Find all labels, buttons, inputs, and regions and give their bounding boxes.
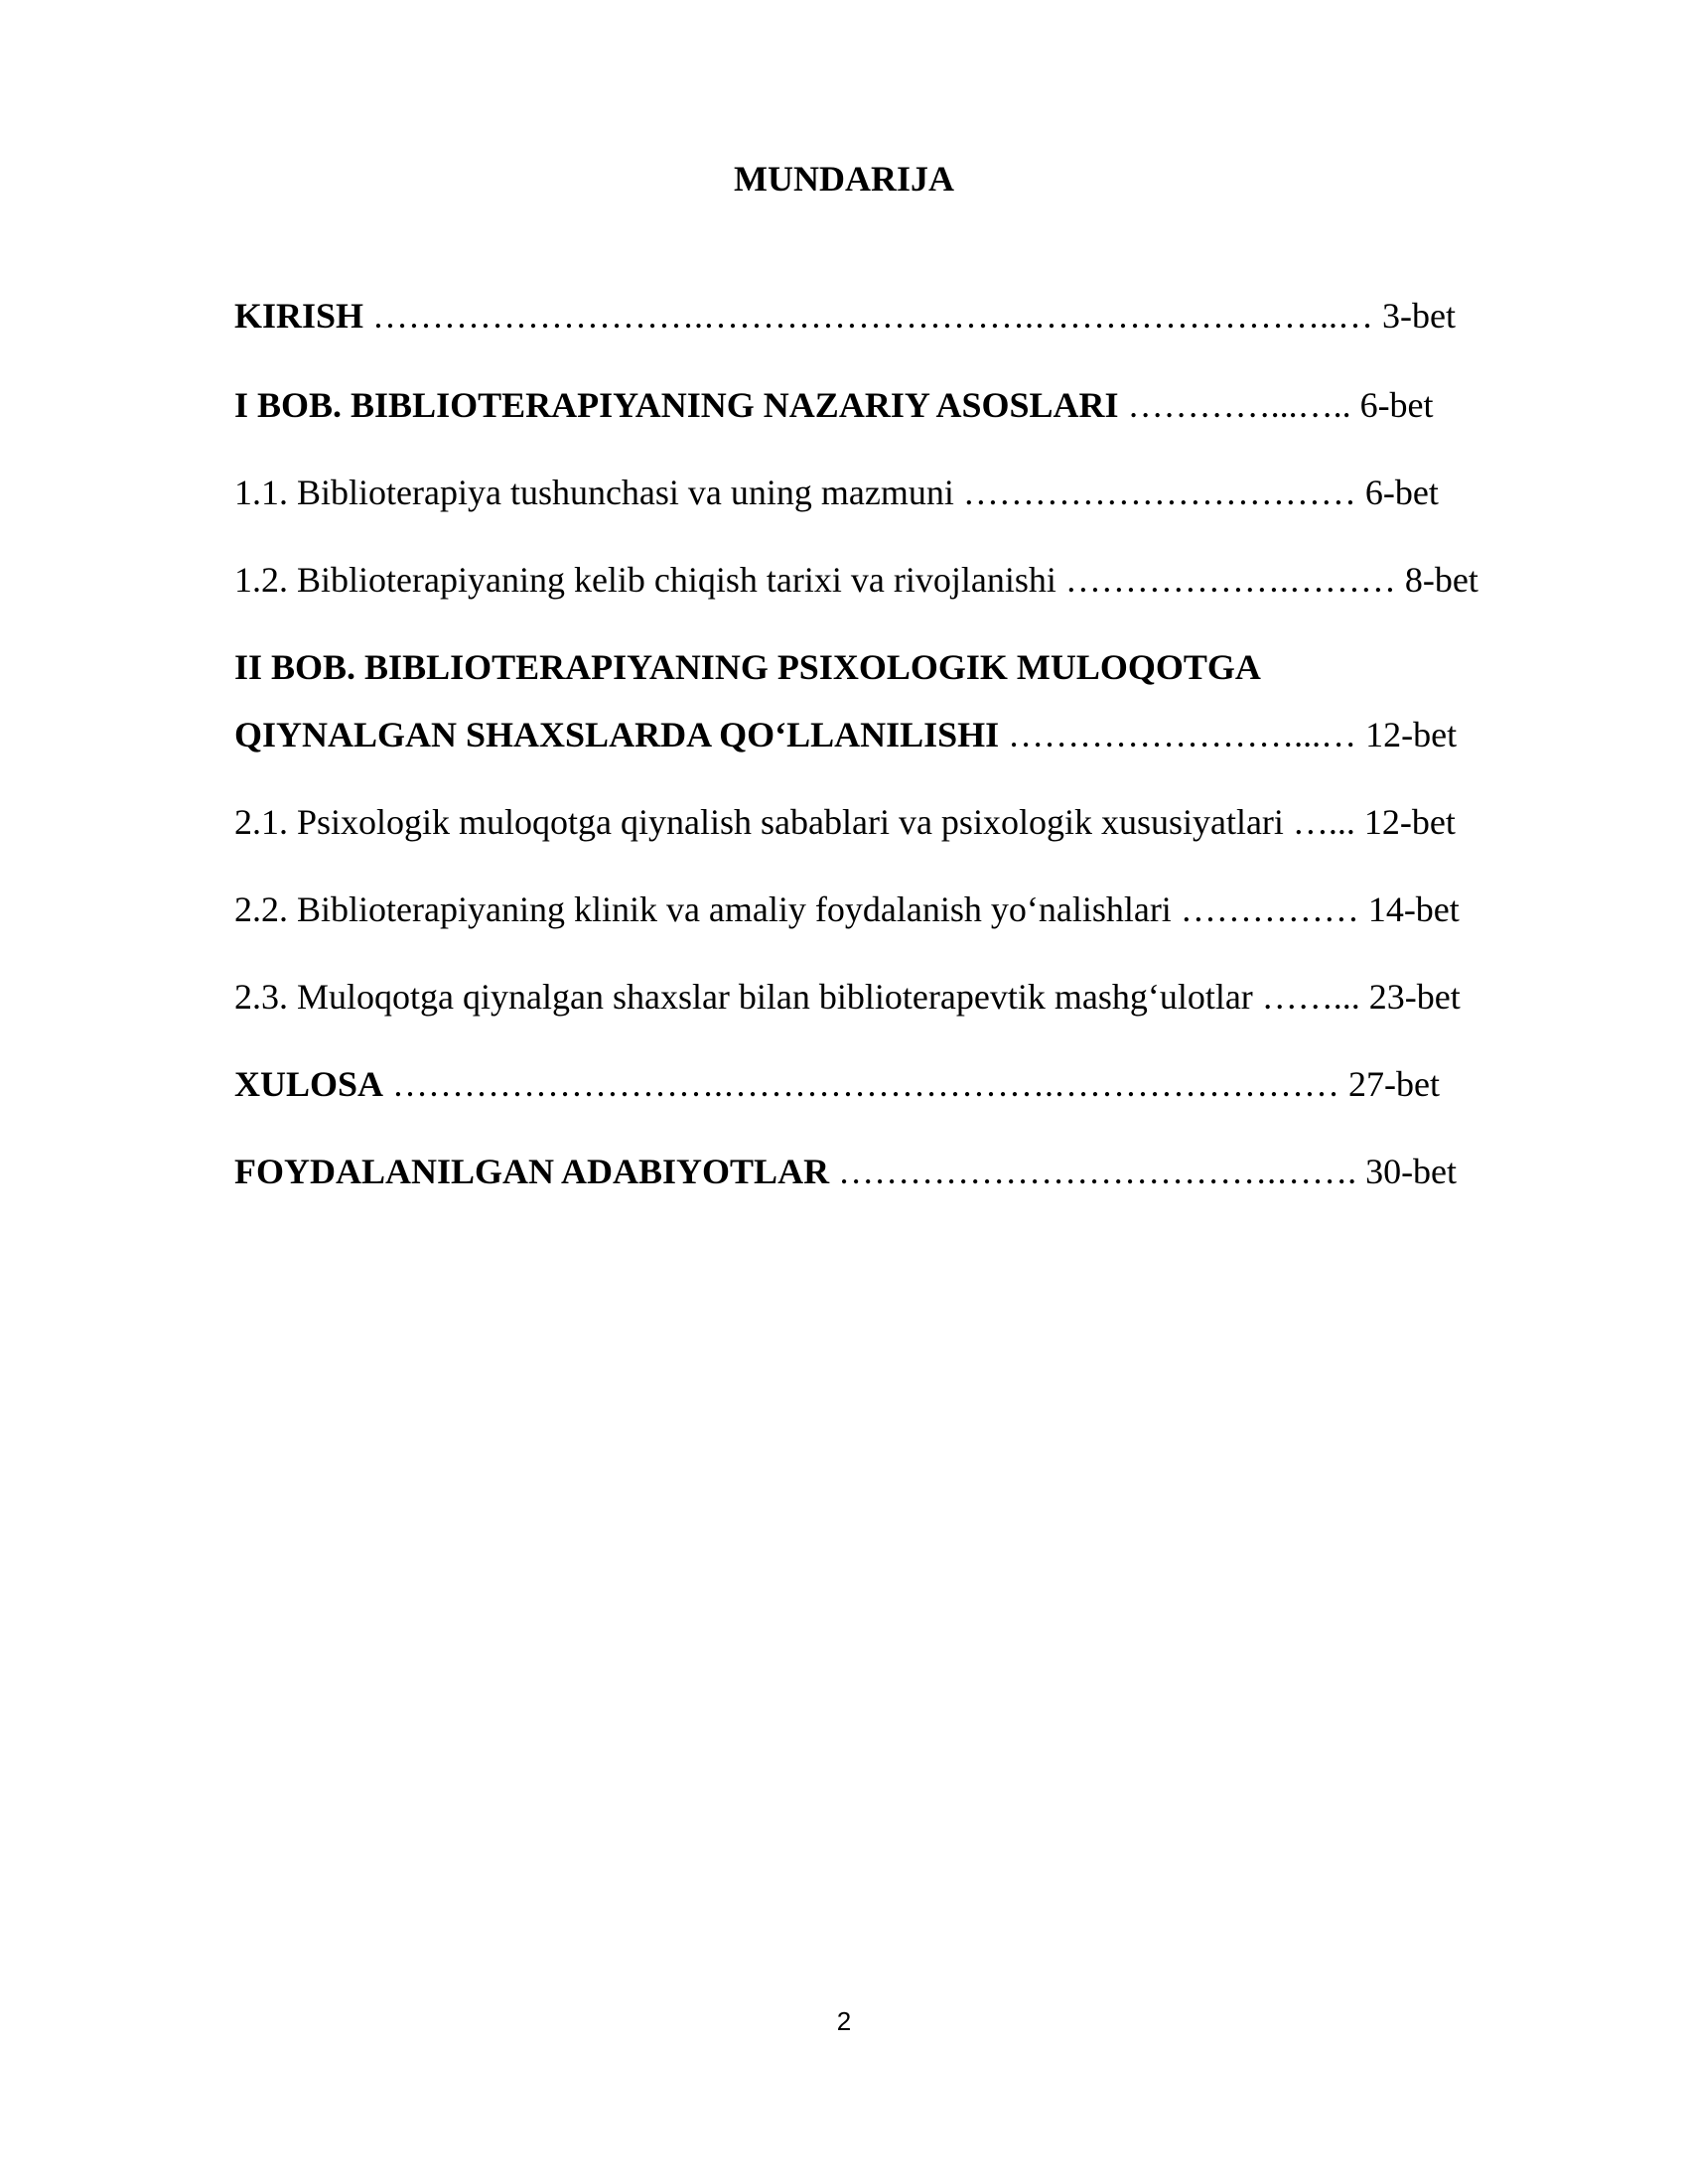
toc-page-number: 14-bet (1367, 889, 1460, 929)
toc-entry-section-1-2[interactable] (234, 558, 1478, 602)
toc-entry-chapter-2-line-1[interactable] (234, 645, 1261, 689)
toc-page-number: 8-bet (1404, 560, 1478, 600)
toc-entry-label: 1.2. Biblioterapiyaning kelib chiqish tarixi va rivojlanishi (234, 560, 1056, 600)
toc-dot-leader: …... (1292, 802, 1355, 842)
toc-page-number: 27-bet (1348, 1064, 1440, 1104)
toc-entry-section-2-1[interactable] (234, 800, 1456, 844)
toc-dot-leader: ……………………….……………………….……………………..… (372, 296, 1374, 336)
toc-dot-leader: ……………………...… (1008, 715, 1357, 754)
toc-page-number: 12-bet (1363, 802, 1456, 842)
toc-page-number: 6-bet (1359, 385, 1434, 425)
toc-entry-label: 1.1. Biblioterapiya tushunchasi va uning mazmuni (234, 473, 954, 512)
toc-entry-label: 2.1. Psixologik muloqotga qiynalish sabablari va psixologik xususiyatlari (234, 802, 1284, 842)
toc-page-number: 12-bet (1365, 715, 1458, 754)
toc-entry-label: II BOB. BIBLIOTERAPIYANING PSIXOLOGIK MULOQOTGA (234, 647, 1261, 687)
toc-entry-label: 2.3. Muloqotga qiynalgan shaxslar bilan biblioterapevtik mashg‘ulotlar (234, 977, 1253, 1017)
toc-entry-label: 2.2. Biblioterapiyaning klinik va amaliy foydalanish yo‘nalishlari (234, 889, 1172, 929)
toc-entry-label: I BOB. BIBLIOTERAPIYANING NAZARIY ASOSLARI (234, 385, 1119, 425)
toc-entry-label: QIYNALGAN SHAXSLARDA QO‘LLANILISHI (234, 715, 1000, 754)
toc-page-number: 30-bet (1365, 1152, 1458, 1191)
toc-entry-label: FOYDALANILGAN ADABIYOTLAR (234, 1152, 830, 1191)
toc-entry-section-1-1[interactable] (234, 471, 1439, 514)
page-title: MUNDARIJA (734, 159, 954, 199)
toc-dot-leader: ……………………….……………………….…………………… (392, 1064, 1340, 1104)
page-number: 2 (836, 2006, 852, 2036)
toc-page-number: 3-bet (1382, 296, 1457, 336)
toc-entry-section-2-3[interactable] (234, 975, 1461, 1019)
toc-entry-section-2-2[interactable] (234, 887, 1460, 931)
toc-dot-leader: ……………………………….……. (838, 1152, 1357, 1191)
toc-entry-kirish[interactable] (234, 294, 1456, 338)
toc-dot-leader: …………………………… (962, 473, 1356, 512)
toc-dot-leader: ……………….……… (1064, 560, 1396, 600)
toc-dot-leader: ……... (1261, 977, 1360, 1017)
toc-page-number: 23-bet (1368, 977, 1461, 1017)
toc-entry-xulosa[interactable] (234, 1062, 1440, 1106)
toc-entry-label: KIRISH (234, 296, 364, 336)
toc-dot-leader: …………...….. (1127, 385, 1351, 425)
toc-dot-leader: …………… (1180, 889, 1359, 929)
toc-entry-chapter-1[interactable] (234, 383, 1434, 427)
toc-entry-chapter-2-line-2[interactable] (234, 713, 1457, 756)
toc-page-number: 6-bet (1364, 473, 1439, 512)
toc-entry-references[interactable] (234, 1150, 1457, 1193)
toc-entry-label: XULOSA (234, 1064, 384, 1104)
